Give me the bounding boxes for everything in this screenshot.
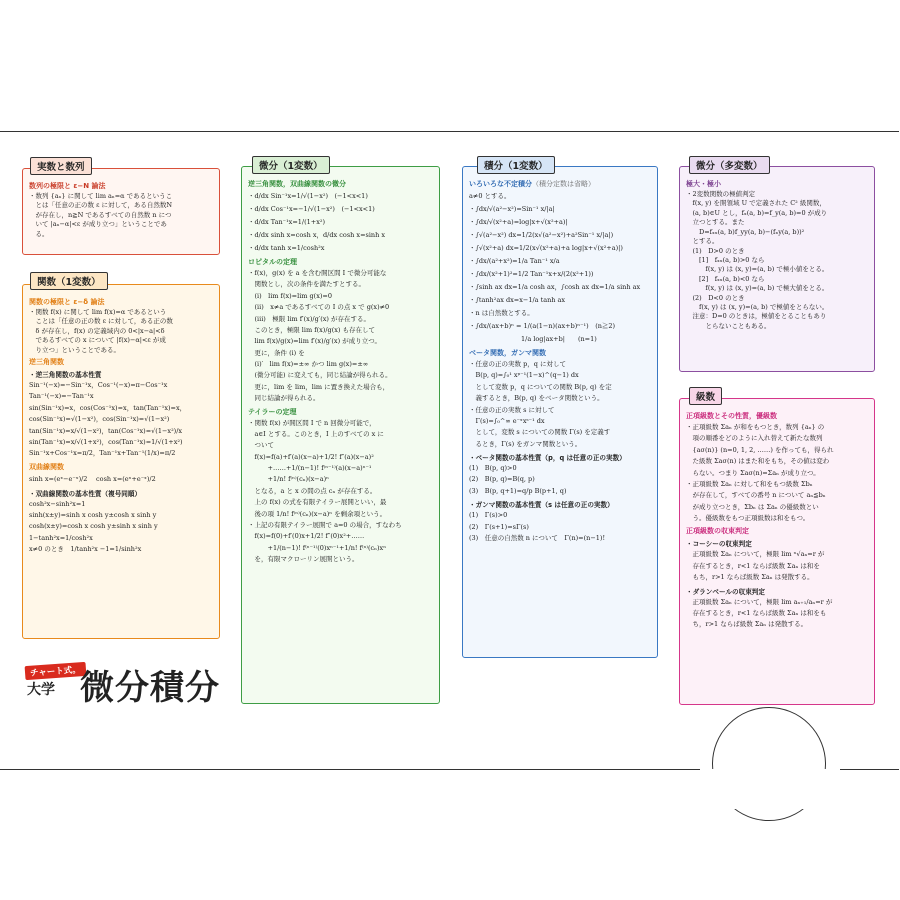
section-title-text: いろいろな不定積分 [469,180,532,188]
text-line: ・d/dx Sin⁻¹x=1/√(1−x²) (−1<x<1) [248,192,368,200]
text-line: a≠0 とする。 [469,192,511,200]
text-line: sin(Tan⁻¹x)=x/√(1+x²)，cos(Tan⁻¹x)=1/√(1+x²) [29,437,183,446]
text-line: 立つとする。また [686,218,745,227]
text-line: (1) Γ(s)>0 [469,511,508,520]
text-line: る。 [29,229,49,238]
formula-block [248,190,433,255]
text-block [686,422,868,524]
text-line: 存在するとき，r<1 ならば級数 Σaₙ は和を [686,561,820,570]
text-line: 同じ結論が得られる。 [248,394,320,403]
panel-tab-differentiation: 微分（1変数） [252,156,330,174]
text-line: が存在して，すべての番号 n について aₙ≦bₙ [686,491,826,500]
text-line: tan(Sin⁻¹x)=x/√(1−x²)，tan(Cos⁻¹x)=√(1−x²)/x [29,426,183,435]
text-line: x≠0 のとき 1/tanh²x −1=1/sinh²x [29,545,142,554]
text-line: ・d/dx Tan⁻¹x=1/(1+x²) [248,218,326,226]
text-line: 存在するとき，r<1 ならば級数 Σaₙ は和をも [686,608,827,617]
text-line: ・正項級数 Σaₙ が和をもつとき，数列 {aₙ} の [686,423,825,431]
text-line: ・∫sinh ax dx=1/a cosh ax，∫cosh ax dx=1/a sinh ax [469,283,641,291]
text-line: とらないこともある。 [686,321,771,330]
panel-series [679,398,875,705]
section-title: 正項級数とその性質，優級数 [686,412,777,420]
text-block [29,308,213,355]
text-line: Γ(s)=∫₀^∞ e⁻ˣxˢ⁻¹ dx [469,416,545,425]
text-line: (1) D>0 のとき [686,246,745,255]
text-line: ・∫dx/√(x²+a)=log|x+√(x²+a)| [469,218,568,226]
text-line: Sin⁻¹(−x)=−Sin⁻¹x，Cos⁻¹(−x)=π−Cos⁻¹x [29,381,168,390]
formula-block [29,380,213,460]
panel-functions [22,284,220,639]
text-line: として，変数 s についての関数 Γ(s) を定義す [469,428,611,437]
text-line: +……+1/(n−1)! f⁽ⁿ⁻¹⁾(a)(x−a)ⁿ⁻¹ [248,464,372,472]
text-line: (i)′ lim f(x)=±∞ かつ lim g(x)=±∞ [248,360,369,368]
text-line: が成り立つとき，Σbₙ は Σaₙ の優級数とい [686,502,819,511]
text-line: らない。つまり Σaσ(n)=Σaₙ が成り立つ。 [686,468,820,477]
text-line: (2) D<0 のとき [686,293,745,302]
section-title: ロピタルの定理 [248,258,297,266]
text-line: +1/n! f⁽ⁿ⁾(cₙ)(x−a)ⁿ [248,475,329,484]
text-line: ・d/dx tanh x=1/cosh²x [248,244,325,252]
text-line: δ が存在し，f(x) の定義域内の 0<|x−a|<δ [29,326,165,335]
text-line: f(x, y) は (x, y)=(a, b) で極小値をとる。 [686,265,829,274]
panel-tab-series: 級数 [689,387,722,405]
text-line: (2) B(p, q)=B(q, p) [469,475,535,484]
section-title: 関数の極限と ε−δ 論法 [29,298,105,306]
section-title: 逆三角関数 [29,358,64,367]
text-line: ・関数 f(x) に関して lim f(x)=α であるという [29,308,167,316]
section-title: 正項級数の収束判定 [686,527,749,536]
text-line: ・∫dx/(x²+1)²=1/2 Tan⁻¹x+x/(2(x²+1)) [469,270,594,278]
text-block [686,597,868,631]
text-line: このとき，極限 lim f(x)/g(x) も存在して [248,325,375,334]
section-title: 双曲線関数 [29,462,64,471]
text-line: ・任意の正の実数 s に対して [469,405,555,414]
logo-daigaku: 大学 [27,682,55,698]
formula-block [29,473,213,486]
text-block [248,418,433,566]
text-line: (i) lim f(x)=lim g(x)=0 [248,291,332,300]
text-line: た級数 Σaσ(n) はまた和をもち，その値は変わ [686,457,830,466]
text-line: もち，r>1 ならば級数 Σaₙ は発散する。 [686,573,814,582]
panel-tab-real-numbers: 実数と数列 [30,157,92,175]
bullet-heading: ・ダランベールの収束判定 [686,587,765,596]
text-line: いて |aₙ−α|<ε が成り立つ」ということであ [29,220,167,229]
text-line: ・∫tanh²ax dx=x−1/a tanh ax [469,296,566,304]
text-line: f(x, y) を開領域 U で定義された C² 級関数， [686,199,826,208]
logo-badge: チャート式。 [25,662,87,680]
text-line: を，有限マクローリン展開という。 [248,555,359,563]
text-line: (iii) 極限 lim f′(x)/g′(x) が存在する。 [248,314,371,323]
text-line: (3) B(p, q+1)=q/p B(p+1, q) [469,486,567,495]
text-line: ・任意の正の実数 p，q に対して [469,360,566,368]
text-line: 義するとき，B(p, q) をベータ関数という。 [469,394,604,403]
text-line: 項の順番をどのように入れ替えて新たな数列 [686,434,823,443]
panel-multivariable [679,166,875,372]
section-title: 極大・極小 [686,180,721,188]
text-line: (ii) x≠a であるすべての I の点 x で g(x)≠0 [248,303,390,312]
bullet-heading: ・双曲線関数の基本性質（複号同順） [29,489,142,498]
text-line: 更に，lim を lim，lim に置き換えた場合も， [248,382,390,391]
section-title: 数列の極限と ε−N 論法 [29,182,106,190]
text-line: ・f(x)，g(x) を a を含む開区間 I で微分可能な [248,269,387,277]
text-line: であるすべての x について |f(x)−α|<ε が成 [29,336,166,345]
text-line: となる，a と x の間の点 cₙ が存在する。 [248,486,377,495]
panel-tab-integration: 積分（1変数） [477,156,555,174]
panel-real-numbers [22,168,220,255]
text-line: ・∫√(a²−x²) dx=1/2(x√(a²−x²)+a²Sin⁻¹ x/|a|) [469,231,614,239]
text-line: cosh(x±y)=cosh x cosh y±sinh x sinh y [29,522,158,531]
text-line: 関数とし，次の条件を満たすとする。 [248,280,365,289]
text-line: f(x, y) は (x, y)=(a, b) で極値をとらない。 [686,303,829,312]
text-line: sin(Sin⁻¹x)=x，cos(Cos⁻¹x)=x，tan(Tan⁻¹x)=x， [29,403,187,412]
text-line: a∈I とする。このとき，I 上のすべての x に [248,429,384,438]
text-line: (1) B(p, q)>0 [469,464,517,472]
text-line: cosh²x−sinh²x=1 [29,499,86,508]
text-line: ・数列 {aₙ} に関して lim aₙ=α であるというこ [29,192,173,200]
panel-integration [462,166,658,658]
text-line: が存在し，n≧N であるすべての自然数 n につ [29,210,172,219]
text-line: 正項級数 Σaₙ について，極限 lim aₙ₊₁/aₙ=r が [686,597,833,606]
text-line: (微分可能) に変えても，同じ結論が得られる。 [248,371,392,380]
bullet-heading: ・逆三角関数の基本性質 [29,371,102,380]
text-line: (a, b)∈U とし，fₓ(a, b)=f_y(a, b)=0 が成り [686,208,828,217]
text-line: Sin⁻¹x+Cos⁻¹x=π/2，Tan⁻¹x+Tan⁻¹(1/x)=π/2 [29,449,176,458]
text-block [686,549,868,583]
text-line: 正項級数 Σaₙ について，極限 lim ⁿ√aₙ=r が [686,550,825,559]
text-line: [1] fₓₓ(a, b)>0 なら [686,255,765,264]
text-line: [2] fₓₓ(a, b)<0 なら [686,274,765,283]
formula-block [29,499,213,556]
text-line: (3) 任意の自然数 n について Γ(n)=(n−1)! [469,533,606,542]
text-line: Tan⁻¹(−x)=−Tan⁻¹x [29,392,94,401]
text-line: ・関数 f(x) が開区間 I で n 回微分可能で， [248,418,376,427]
text-line: ち，r>1 ならば級数 Σaₙ は発散する。 [686,620,808,629]
text-line: とする。 [686,237,719,246]
text-line: ・正項級数 Σaₙ に対して和をもつ級数 Σbₙ [686,479,813,488]
text-block [248,268,433,405]
text-line: ついて [248,441,274,450]
text-line: D=fₓₓ(a, b)f_yy(a, b)−(fₓy(a, b))² [686,227,805,236]
text-line: ・d/dx sinh x=cosh x，d/dx cosh x=sinh x [248,231,386,239]
formula-block [469,190,651,346]
text-line: として変数 p，q についての関数 B(p, q) を定 [469,382,612,391]
text-line: sinh x=(eˣ−e⁻ˣ)/2 cosh x=(eˣ+e⁻ˣ)/2 [29,474,156,483]
section-note: （積分定数は省略） [532,180,595,188]
text-line: cos(Sin⁻¹x)=√(1−x²)，cos(Sin⁻¹x)=√(1−x²) [29,415,170,424]
panel-differentiation [241,166,440,704]
section-title: テイラーの定理 [248,407,297,416]
text-line: sinh(x±y)=sinh x cosh y±cosh x sinh y [29,511,157,520]
text-block [686,190,868,331]
text-line: ことは「任意の正の数 ε に対して，ある正の数 [29,317,173,326]
text-line: 後の項 1/n! f⁽ⁿ⁾(cₙ)(x−a)ⁿ を剰余項という。 [248,509,387,518]
text-line: 注意：D=0 のときは，極値をとることもあり [686,312,827,321]
text-line: り立つ」ということである。 [29,345,120,354]
panel-tab-functions: 関数（1変数） [30,272,108,290]
bullet-heading: ・コーシーの収束判定 [686,540,752,549]
logo-title: 微分積分 [80,668,220,708]
text-line: 更に，条件 (i) を [248,348,305,357]
text-line: 1−tanh²x=1/cosh²x [29,533,93,542]
section-title [469,179,651,189]
text-line: とは「任意の正の数 ε に対して，ある自然数N [29,201,173,210]
text-line: ・∫dx/√(a²−x²)=Sin⁻¹ x/|a| [469,205,555,213]
section-title: 逆三角関数，双曲線関数の微分 [248,180,346,188]
text-line: f(x)=f(0)+f′(0)x+1/2! f″(0)x²+…… [248,532,365,541]
text-line: f(x)=f(a)+f′(a)(x−a)+1/2! f″(a)(x−a)² [248,452,374,461]
text-line: 1/a log|ax+b| (n=1) [469,335,597,343]
section-title: ベータ関数，ガンマ関数 [469,349,546,357]
text-line: lim f(x)/g(x)=lim f′(x)/g′(x) が成り立つ。 [248,337,381,346]
text-block [469,359,651,450]
text-line: ・上記の有限テイラー展開で a=0 の場合，すなわち [248,520,402,529]
text-block [29,192,213,239]
text-line: (2) Γ(s+1)=sΓ(s) [469,522,529,531]
text-line: +1/(n−1)! f⁽ⁿ⁻¹⁾(0)xⁿ⁻¹+1/n! f⁽ⁿ⁾(cₙ)xⁿ [248,543,387,552]
formula-block [469,463,651,497]
bullet-heading: ・ベータ関数の基本性質（p，q は任意の正の実数） [469,454,626,462]
panel-tab-multivariable: 微分（多変数） [689,156,770,174]
text-line: ・2変数関数の極値判定 [686,190,756,198]
bullet-heading: ・ガンマ関数の基本性質（s は任意の正の実数） [469,501,614,510]
text-line: う。優級数をもつ正項級数は和をもつ。 [686,514,810,522]
text-line: {aσ(n)} (n=0, 1, 2, ……) を作っても，得られ [686,445,834,454]
text-line: f(x, y) は (x, y)=(a, b) で極大値をとる。 [686,284,829,293]
text-line: るとき，Γ(s) をガンマ関数という。 [469,439,582,448]
text-line: ・∫dx/(ax+b)ⁿ = 1/(a(1−n)(ax+b)ⁿ⁻¹) (n≧2) [469,322,616,330]
text-line: B(p, q)=∫₀¹ xᵖ⁻¹(1−x)^(q−1) dx [469,371,579,380]
formula-block [469,510,651,544]
text-line: ・n は自然数とする。 [469,309,534,317]
text-line: ・d/dx Cos⁻¹x=−1/√(1−x²) (−1<x<1) [248,205,375,213]
text-line: 上の f(x) の式を有限テイラー展開といい，最 [248,498,387,507]
text-line: ・∫dx/(a²+x²)=1/a Tan⁻¹ x/a [469,257,560,265]
text-line: ・∫√(x²+a) dx=1/2(x√(x²+a)+a log|x+√(x²+a)|) [469,244,623,252]
